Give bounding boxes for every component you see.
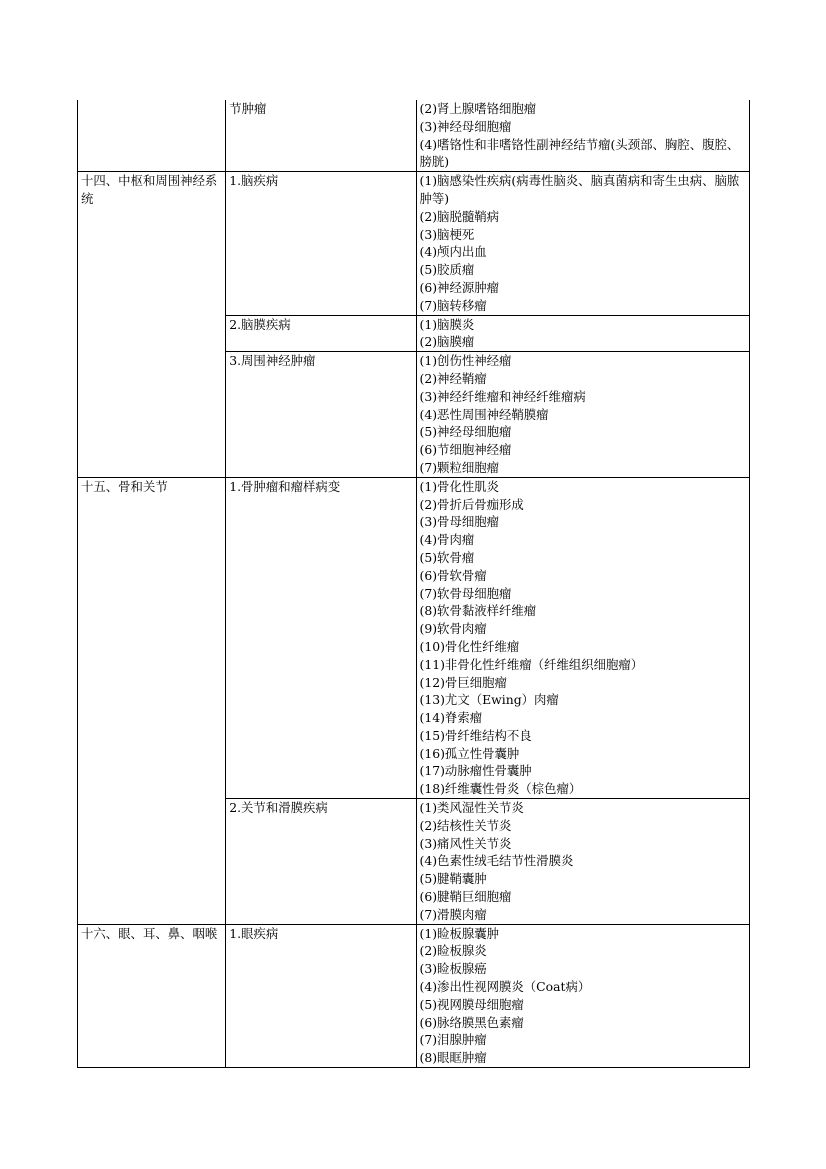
list-item: (2)神经鞘瘤 — [419, 370, 487, 386]
list-item: (1)创伤性神经瘤 — [419, 353, 512, 369]
subcategory-cell — [226, 172, 416, 315]
list-item: (4)嗜铬性和非嗜铬性副神经结节瘤(头颈部、胸腔、腹腔、膀胱) — [419, 136, 740, 170]
subcategory-cell — [226, 924, 416, 1067]
list-item: (9)软骨肉瘤 — [419, 621, 487, 637]
list-item: (15)骨纤维结构不良 — [419, 727, 532, 743]
items-cell — [416, 100, 750, 172]
list-item: (12)骨巨细胞瘤 — [419, 674, 507, 690]
subcategory-label: 1.脑疾病 — [229, 173, 279, 189]
subcategory-label: 3.周围神经肿瘤 — [229, 353, 316, 369]
list-item: (3)睑板腺癌 — [419, 961, 487, 977]
subcategory-label: 节肿瘤 — [229, 101, 267, 116]
list-item: (3)脑梗死 — [419, 226, 475, 242]
list-item: (2)肾上腺嗜铬细胞瘤 — [419, 101, 537, 116]
list-item: (10)骨化性纤维瘤 — [419, 638, 520, 654]
subcategory-cell — [226, 799, 416, 925]
list-item: (4)骨肉瘤 — [419, 532, 475, 548]
category-cell — [78, 477, 226, 924]
table-row — [78, 100, 750, 172]
list-item: (16)孤立性骨囊肿 — [419, 745, 520, 761]
category-label: 十六、眼、耳、鼻、咽喉 — [81, 925, 218, 941]
items-cell — [416, 924, 750, 1067]
category-label: 十五、骨和关节 — [81, 478, 168, 494]
table-row — [78, 172, 750, 315]
list-item: (11)非骨化性纤维瘤（纤维组织细胞瘤） — [419, 656, 644, 672]
list-item: (4)色素性绒毛结节性滑膜炎 — [419, 853, 574, 869]
list-item: (7)脑转移瘤 — [419, 297, 487, 313]
list-item: (5)胶质瘤 — [419, 262, 475, 278]
list-item: (5)神经母细胞瘤 — [419, 424, 512, 440]
list-item: (2)结核性关节炎 — [419, 817, 512, 833]
list-item: (5)软骨瘤 — [419, 549, 475, 565]
pathology-syllabus-table — [77, 100, 750, 1068]
list-item: (2)睑板腺炎 — [419, 943, 487, 959]
list-item: (1)骨化性肌炎 — [419, 478, 500, 494]
subcategory-label: 1.骨肿瘤和瘤样病变 — [229, 478, 341, 494]
items-cell — [416, 477, 750, 798]
list-item: (7)软骨母细胞瘤 — [419, 585, 512, 601]
list-item: (7)颗粒细胞瘤 — [419, 459, 500, 475]
list-item: (7)泪腺肿瘤 — [419, 1032, 487, 1048]
items-cell — [416, 172, 750, 315]
list-item: (7)滑膜肉瘤 — [419, 906, 487, 922]
list-item: (13)尤文（Ewing）肉瘤 — [419, 692, 559, 708]
table-row — [78, 477, 750, 798]
list-item: (3)神经纤维瘤和神经纤维瘤病 — [419, 388, 586, 404]
table-row — [78, 924, 750, 1067]
subcategory-cell — [226, 315, 416, 352]
list-item: (6)腱鞘巨细胞瘤 — [419, 889, 512, 905]
list-item: (18)纤维囊性骨炎（棕色瘤） — [419, 781, 582, 797]
category-cell — [78, 100, 226, 172]
list-item: (17)动脉瘤性骨囊肿 — [419, 763, 532, 779]
list-item: (14)脊索瘤 — [419, 710, 483, 726]
category-cell — [78, 172, 226, 478]
list-item: (6)神经源肿瘤 — [419, 279, 500, 295]
list-item: (1)脑膜炎 — [419, 316, 475, 332]
subcategory-label: 2.关节和滑膜疾病 — [229, 800, 328, 816]
list-item: (5)腱鞘囊肿 — [419, 871, 487, 887]
list-item: (8)软骨黏液样纤维瘤 — [419, 603, 537, 619]
list-item: (3)神经母细胞瘤 — [419, 118, 512, 134]
list-item: (2)脑脱髓鞘病 — [419, 208, 500, 224]
list-item: (2)脑膜瘤 — [419, 334, 475, 350]
list-item: (1)脑感染性疾病(病毒性脑炎、脑真菌病和寄生虫病、脑脓肿等) — [419, 173, 740, 206]
list-item: (6)骨软骨瘤 — [419, 567, 487, 583]
subcategory-cell — [226, 477, 416, 798]
list-item: (4)恶性周围神经鞘膜瘤 — [419, 406, 549, 422]
list-item: (2)骨折后骨痂形成 — [419, 496, 524, 512]
list-item: (1)类风湿性关节炎 — [419, 800, 524, 816]
list-item: (6)脉络膜黑色素瘤 — [419, 1014, 524, 1030]
subcategory-cell — [226, 100, 416, 172]
list-item: (1)睑板腺囊肿 — [419, 925, 500, 941]
list-item: (3)骨母细胞瘤 — [419, 514, 500, 530]
category-label: 十四、中枢和周围神经系统 — [81, 173, 218, 206]
items-cell — [416, 315, 750, 352]
subcategory-label: 2.脑膜疾病 — [229, 316, 291, 332]
subcategory-cell — [226, 352, 416, 478]
subcategory-label: 1.眼疾病 — [229, 925, 279, 941]
items-cell — [416, 799, 750, 925]
list-item: (6)节细胞神经瘤 — [419, 442, 512, 458]
list-item: (5)视网膜母细胞瘤 — [419, 996, 524, 1012]
list-item: (4)颅内出血 — [419, 244, 487, 260]
items-cell — [416, 352, 750, 478]
list-item: (8)眼眶肿瘤 — [419, 1050, 487, 1066]
list-item: (3)痛风性关节炎 — [419, 835, 512, 851]
list-item: (4)渗出性视网膜炎（Coat病） — [419, 979, 591, 995]
category-cell — [78, 924, 226, 1067]
